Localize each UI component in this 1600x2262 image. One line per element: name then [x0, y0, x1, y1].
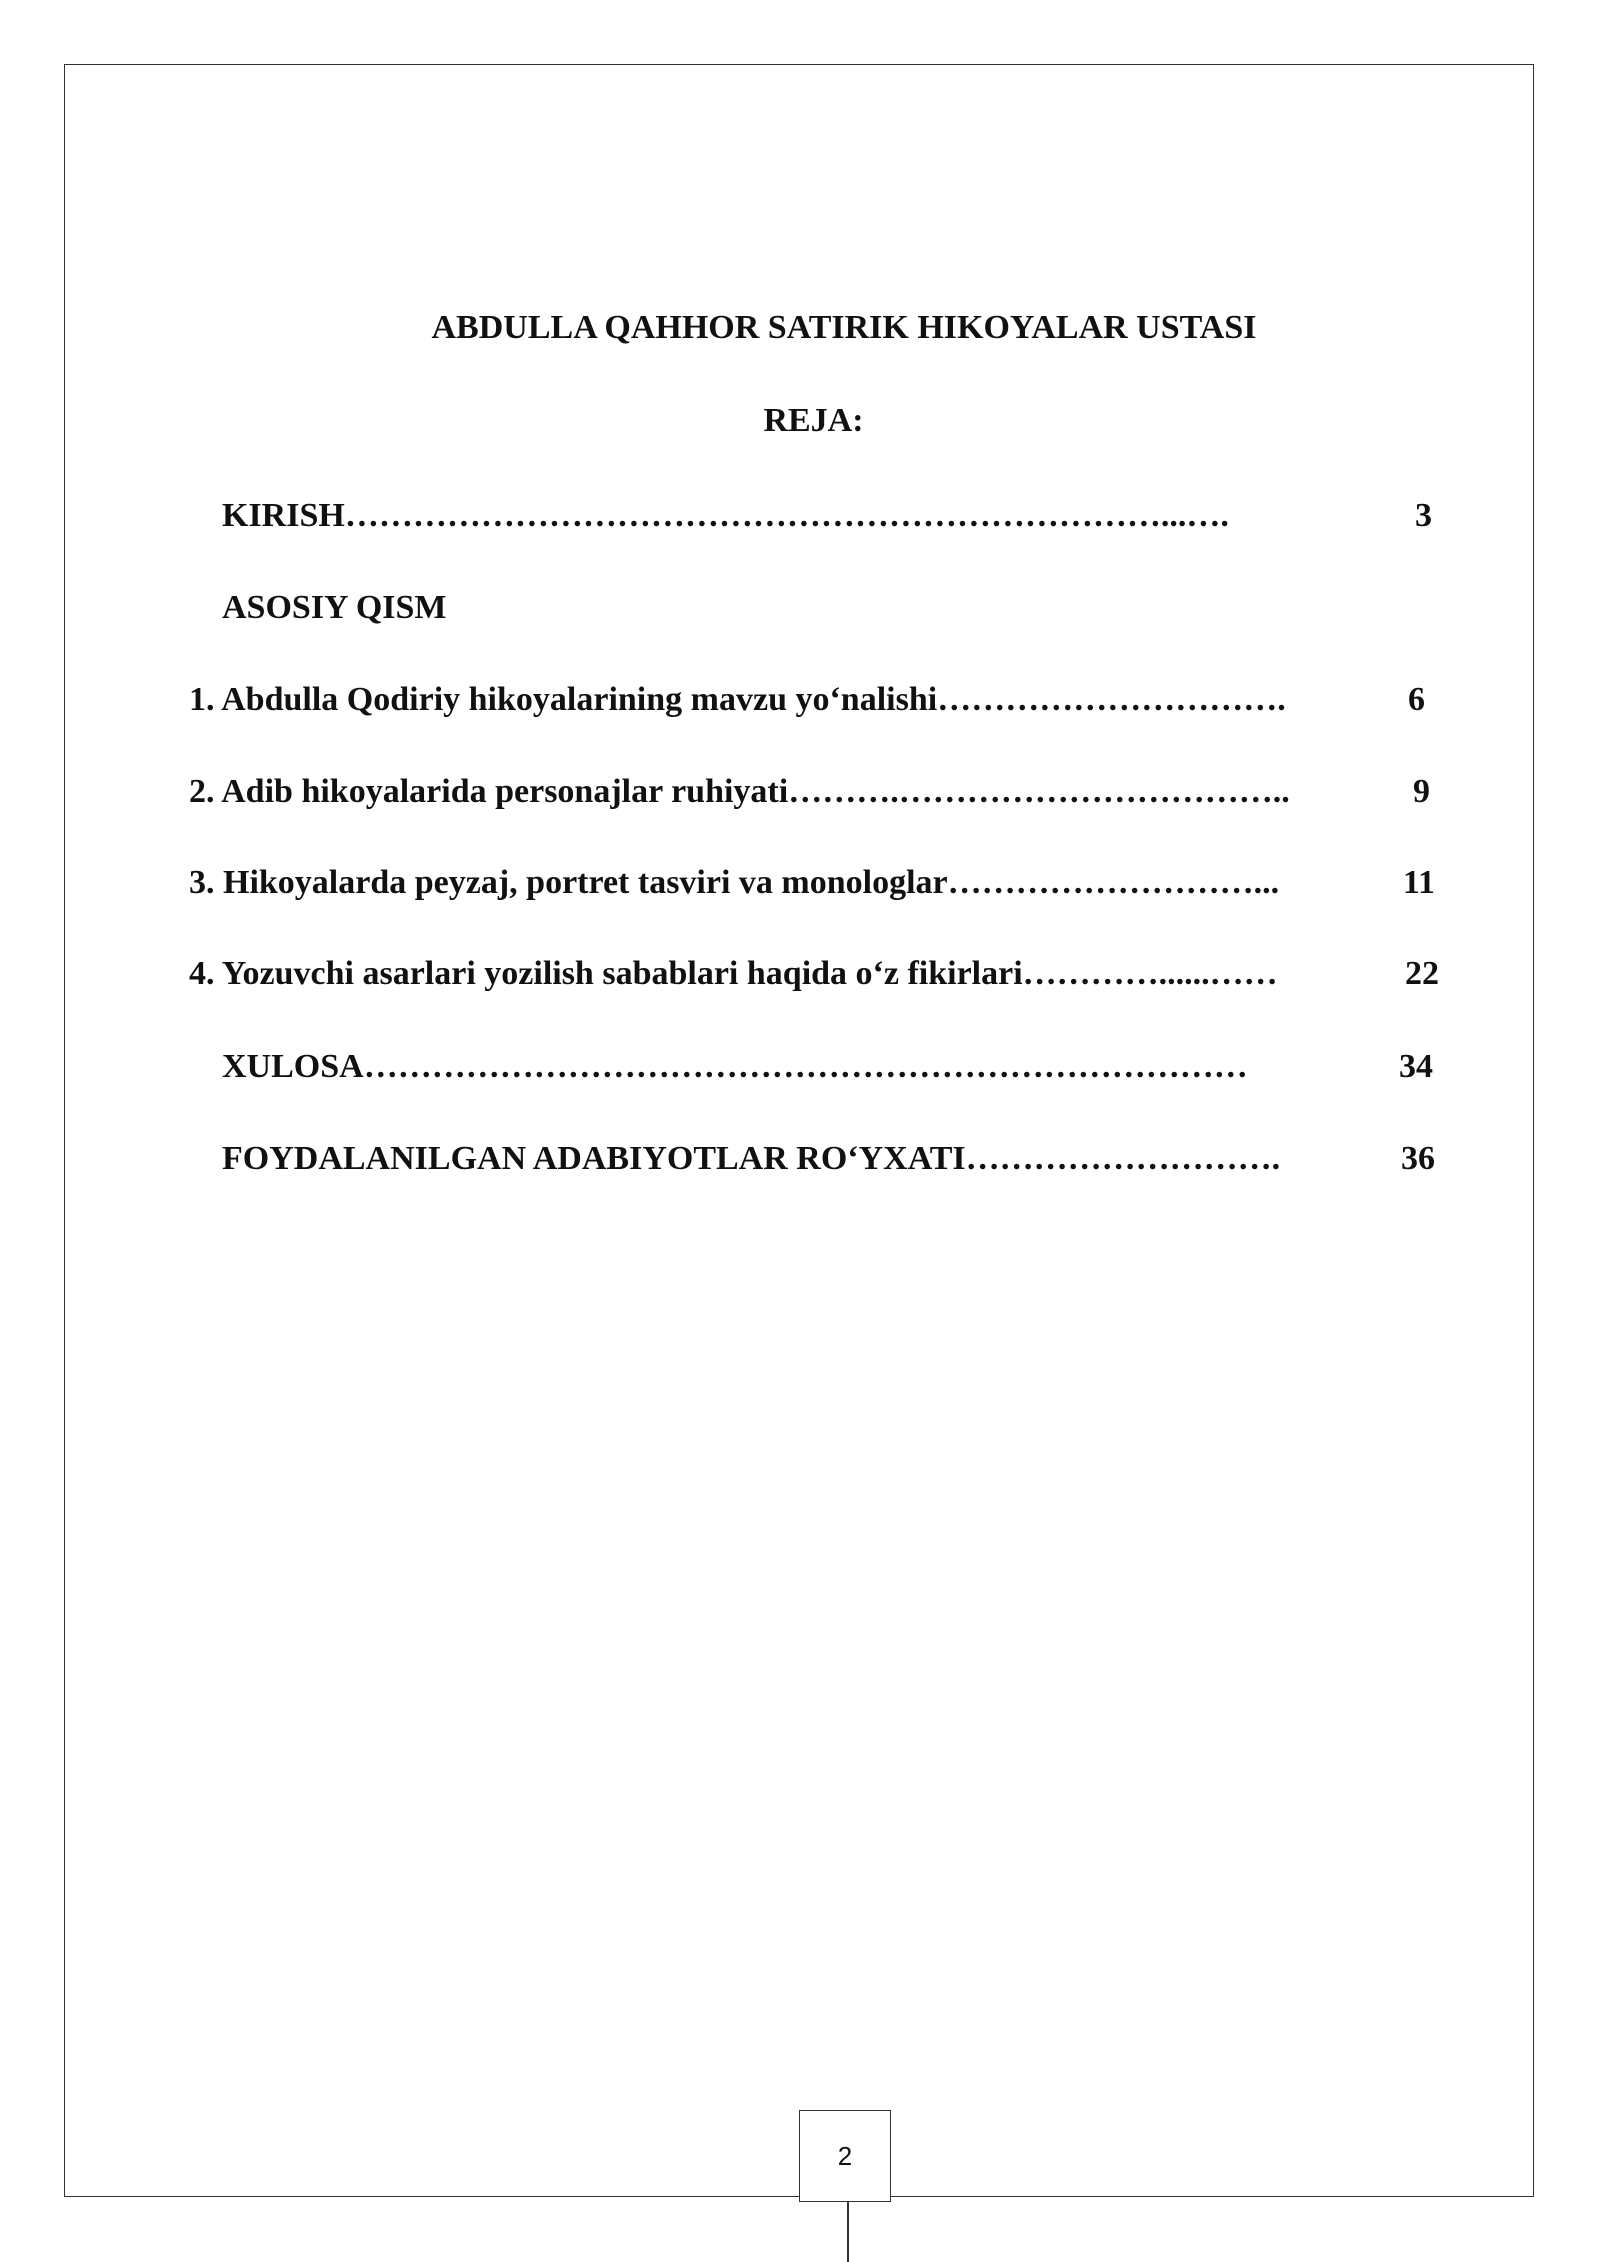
toc-page-number: 6 — [1408, 681, 1425, 718]
toc-entry-adabiyotlar[interactable] — [222, 1137, 1435, 1181]
toc-entry-kirish[interactable] — [222, 494, 1432, 538]
toc-leader-dots: ………………………………………………………………...…. — [344, 497, 1229, 534]
toc-leader-dots: …………………………………………………………………… — [363, 1048, 1248, 1085]
toc-page-number: 9 — [1413, 773, 1430, 810]
toc-leader-dots: ………………………... — [947, 864, 1280, 901]
page-number: 2 — [837, 2140, 853, 2171]
toc-entry-4[interactable] — [189, 952, 1439, 996]
toc-entry-label: FOYDALANILGAN ADABIYOTLAR RO‘YXATI — [222, 1140, 966, 1177]
document-title: ABDULLA QAHHOR SATIRIK HIKOYALAR USTASI — [431, 309, 1257, 346]
toc-entry-3[interactable] — [189, 861, 1435, 905]
toc-page-number: 11 — [1402, 864, 1435, 901]
toc-entry-label: 3. Hikoyalarda peyzaj, portret tasviri va monologlar — [189, 864, 948, 901]
toc-entry-xulosa[interactable] — [222, 1045, 1433, 1089]
toc-entry-2[interactable] — [189, 770, 1430, 814]
toc-leader-dots: …………………………. — [937, 681, 1286, 718]
toc-entry-1[interactable] — [189, 678, 1425, 722]
toc-leader-dots: ………………………. — [965, 1140, 1281, 1177]
toc-entry-label: 1. Abdulla Qodiriy hikoyalarining mavzu yo‘nalishi — [189, 681, 938, 718]
toc-entry-label: 4. Yozuvchi asarlari yozilish sabablari haqida o‘z fikirlari — [189, 955, 1023, 992]
toc-entry-label: XULOSA — [222, 1048, 364, 1085]
toc-entry-label: ASOSIY QISM — [222, 589, 447, 626]
page-frame — [64, 64, 1534, 2197]
plan-heading: REJA: — [763, 402, 864, 439]
toc-leader-dots: ……….…………………………….. — [788, 773, 1290, 810]
toc-page-number: 22 — [1405, 955, 1439, 992]
toc-entry-label: 2. Adib hikoyalarida personajlar ruhiyati — [189, 773, 789, 810]
toc-page-number: 34 — [1399, 1048, 1433, 1085]
toc-entry-label: KIRISH — [222, 497, 345, 534]
toc-entry-asosiy-qism[interactable] — [222, 586, 447, 630]
toc-page-number: 36 — [1401, 1140, 1435, 1177]
page-number-connector-line — [847, 2202, 849, 2262]
toc-leader-dots: …………......…… — [1022, 955, 1278, 992]
toc-page-number: 3 — [1415, 497, 1432, 534]
page-number-box — [799, 2110, 891, 2202]
